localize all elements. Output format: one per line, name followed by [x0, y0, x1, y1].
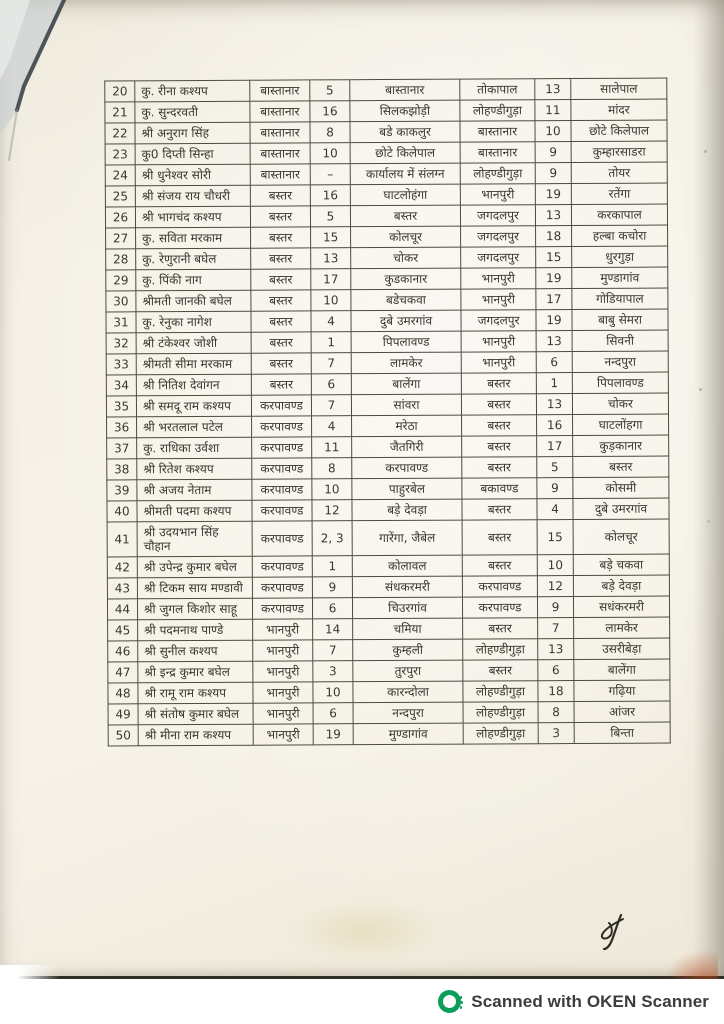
- table-cell: लामकेर: [574, 617, 670, 639]
- table-cell: करपावण्ड: [252, 521, 312, 556]
- table-cell: 19: [535, 184, 571, 205]
- table-cell: कु. राधिका उर्वशा: [137, 437, 252, 459]
- table-cell: 1: [311, 332, 351, 353]
- table-cell: जगदलपुर: [460, 205, 535, 226]
- attendance-table-wrap: [104, 78, 669, 747]
- table-row: [107, 477, 669, 501]
- table-cell: 20: [105, 81, 135, 102]
- table-row: [107, 414, 669, 438]
- table-cell: 6: [313, 703, 353, 724]
- table-cell: गढ़िया: [574, 680, 670, 702]
- table-cell: बास्तानार: [460, 121, 535, 142]
- table-cell: बड़े देवड़ा: [573, 575, 669, 597]
- table-cell: बस्तर: [251, 374, 311, 395]
- table-cell: भानपुरी: [253, 661, 313, 682]
- table-cell: बस्तर: [462, 436, 537, 457]
- table-row: [107, 554, 669, 578]
- table-cell: बस्तर: [463, 618, 538, 639]
- table-cell: 40: [107, 501, 137, 522]
- table-cell: पाहुरबेल: [352, 478, 462, 500]
- oken-scanner-logo-icon: [438, 990, 461, 1013]
- table-row: [107, 575, 669, 599]
- table-cell: कु. रेनुका नागेश: [136, 311, 251, 333]
- table-cell: बास्तानार: [350, 79, 460, 101]
- table-cell: –: [310, 164, 350, 185]
- table-cell: 29: [106, 270, 136, 291]
- table-cell: कोलचूर: [351, 226, 461, 248]
- table-cell: 32: [106, 333, 136, 354]
- scanner-footer: [0, 979, 724, 1024]
- table-cell: 7: [538, 618, 574, 639]
- right-edge-shade: [694, 0, 724, 976]
- scanner-footer-text: Scanned with OKEN Scanner: [471, 991, 709, 1011]
- table-cell: जगदलपुर: [461, 310, 536, 331]
- table-cell: 16: [310, 101, 350, 122]
- table-cell: बास्तानार: [460, 142, 535, 163]
- table-cell: 10: [537, 555, 573, 576]
- table-cell: कोलचूर: [573, 519, 669, 555]
- table-cell: भानपुरी: [460, 184, 535, 205]
- table-cell: घाटलोंहगा: [573, 414, 669, 436]
- table-cell: 15: [536, 247, 572, 268]
- table-cell: 47: [108, 662, 138, 683]
- table-cell: सिवनी: [572, 330, 668, 352]
- table-row: [105, 162, 667, 186]
- table-cell: 13: [311, 248, 351, 269]
- table-cell: बस्तर: [251, 248, 311, 269]
- table-cell: 26: [105, 207, 135, 228]
- table-cell: श्री टंकेश्वर जोशी: [136, 332, 251, 354]
- table-cell: 15: [311, 227, 351, 248]
- table-cell: सधंकरमरी: [573, 596, 669, 618]
- table-cell: 5: [310, 206, 350, 227]
- table-row: [105, 204, 667, 228]
- table-cell: मांदर: [571, 99, 667, 121]
- table-cell: 3: [313, 661, 353, 682]
- scan-speck: [704, 150, 707, 153]
- table-cell: 7: [311, 353, 351, 374]
- table-cell: करपावण्ड: [352, 457, 462, 479]
- bottom-left-fade: [0, 965, 60, 979]
- table-cell: 16: [537, 415, 573, 436]
- table-cell: करपावण्ड: [252, 458, 312, 479]
- table-cell: दुबे उमरगांव: [351, 310, 461, 332]
- table-cell: बास्तानार: [250, 101, 310, 122]
- table-cell: पिपलावण्ड: [351, 331, 461, 353]
- table-cell: श्री समदू राम कश्यप: [136, 395, 251, 417]
- table-cell: 33: [106, 354, 136, 375]
- table-cell: बस्तर: [573, 456, 669, 478]
- table-cell: 8: [310, 122, 350, 143]
- table-cell: 6: [536, 352, 572, 373]
- table-cell: कुम्हारसाडरा: [571, 141, 667, 163]
- table-cell: आंजर: [574, 701, 670, 723]
- table-cell: बालेंगा: [574, 659, 670, 681]
- table-cell: 25: [105, 186, 135, 207]
- table-cell: भानपुरी: [461, 352, 536, 373]
- table-cell: 13: [536, 331, 572, 352]
- scan-speck: [707, 520, 710, 523]
- table-cell: करपावण्ड: [252, 500, 312, 521]
- table-row: [108, 638, 670, 662]
- table-cell: करपावण्ड: [252, 437, 312, 458]
- table-cell: श्रीमती जानकी बघेल: [136, 290, 251, 312]
- table-row: [108, 701, 670, 725]
- table-row: [105, 141, 667, 165]
- table-cell: कुम्हली: [353, 639, 463, 661]
- table-cell: 17: [537, 436, 573, 457]
- table-cell: 10: [313, 682, 353, 703]
- table-cell: बस्तर: [251, 227, 311, 248]
- table-row: [106, 351, 668, 375]
- table-cell: बस्तर: [462, 520, 537, 555]
- table-cell: करकापाल: [571, 204, 667, 226]
- table-row: [106, 246, 668, 270]
- table-cell: 13: [535, 79, 571, 100]
- table-cell: कार्यालय में संलग्न: [350, 163, 460, 185]
- table-cell: नन्दपुरा: [353, 702, 463, 724]
- table-cell: बालेंगा: [351, 373, 461, 395]
- table-cell: बस्तर: [462, 499, 537, 520]
- table-cell: 28: [106, 249, 136, 270]
- table-row: [108, 617, 670, 641]
- table-cell: 15: [537, 520, 573, 555]
- table-cell: बस्तर: [462, 457, 537, 478]
- table-cell: कारन्दोला: [353, 681, 463, 703]
- table-cell: बाबु सेमरा: [572, 309, 668, 331]
- table-row: [105, 120, 667, 144]
- table-cell: बस्तर: [461, 373, 536, 394]
- table-cell: चोकर: [351, 247, 461, 269]
- table-cell: 13: [536, 394, 572, 415]
- table-cell: 9: [312, 577, 352, 598]
- table-cell: घाटलोहंगा: [350, 184, 460, 206]
- table-cell: करपावण्ड: [462, 576, 537, 597]
- table-cell: 18: [536, 226, 572, 247]
- table-cell: करपावण्ड: [252, 598, 312, 619]
- table-cell: 1: [312, 556, 352, 577]
- table-cell: जैतगिरी: [352, 436, 462, 458]
- table-cell: 5: [537, 457, 573, 478]
- table-cell: लोहण्डीगुड़ा: [463, 639, 538, 660]
- table-cell: 9: [537, 478, 573, 499]
- table-cell: कुड़कानार: [573, 435, 669, 457]
- scan-stain: [285, 898, 445, 964]
- table-cell: लामकेर: [351, 352, 461, 374]
- table-cell: 9: [535, 142, 571, 163]
- table-cell: 42: [107, 557, 137, 578]
- table-cell: संधकरमरी: [352, 576, 462, 598]
- scan-speck: [699, 388, 702, 391]
- table-cell: 4: [311, 311, 351, 332]
- table-cell: सांवरा: [351, 394, 461, 416]
- table-cell: दुबे उमरगांव: [573, 498, 669, 520]
- table-cell: रतेंगा: [571, 183, 667, 205]
- table-cell: 1: [536, 373, 572, 394]
- table-cell: श्री अनुराग सिंह: [135, 122, 250, 144]
- signature-mark: [594, 912, 634, 956]
- table-cell: श्री नितिश देवांगन: [136, 374, 251, 396]
- corner-blotch: [666, 950, 718, 980]
- table-cell: हल्बा कचोरा: [572, 225, 668, 247]
- table-cell: लोहण्डीगुड़ा: [460, 100, 535, 121]
- table-cell: करपावण्ड: [252, 479, 312, 500]
- table-cell: करपावण्ड: [252, 416, 312, 437]
- table-cell: 6: [538, 660, 574, 681]
- table-cell: 12: [537, 576, 573, 597]
- table-cell: गारेंगा, जैबेल: [352, 520, 462, 556]
- table-cell: 8: [312, 458, 352, 479]
- table-cell: बडेचकवा: [351, 289, 461, 311]
- table-row: [106, 288, 668, 312]
- table-cell: श्री संजय राय चौधरी: [135, 185, 250, 207]
- table-cell: नन्दपुरा: [572, 351, 668, 373]
- table-cell: बस्तर: [463, 660, 538, 681]
- table-cell: श्री इन्द्र कुमार बघेल: [138, 661, 253, 683]
- table-cell: कोलावल: [352, 555, 462, 577]
- table-cell: कु0 दिप्ती सिन्हा: [135, 143, 250, 165]
- table-cell: कोसमी: [573, 477, 669, 499]
- table-cell: श्री जुगल किशोर साहू: [137, 598, 252, 620]
- table-row: [106, 225, 668, 249]
- table-row: [105, 99, 667, 123]
- table-cell: बस्तर: [462, 415, 537, 436]
- table-cell: 16: [310, 185, 350, 206]
- table-body: [105, 78, 670, 746]
- table-cell: बस्तर: [251, 290, 311, 311]
- table-row: [107, 435, 669, 459]
- table-cell: श्री रितेश कश्यप: [137, 458, 252, 480]
- table-cell: करपावण्ड: [252, 577, 312, 598]
- table-cell: 18: [538, 681, 574, 702]
- table-cell: तोकापाल: [460, 79, 535, 100]
- table-cell: 11: [535, 100, 571, 121]
- table-cell: 6: [311, 374, 351, 395]
- table-cell: भानपुरी: [461, 268, 536, 289]
- table-cell: 10: [312, 479, 352, 500]
- table-cell: छोटे किलेपाल: [350, 142, 460, 164]
- table-cell: 49: [108, 704, 138, 725]
- table-row: [107, 519, 669, 557]
- table-cell: 45: [108, 620, 138, 641]
- table-cell: 5: [310, 80, 350, 101]
- table-row: [108, 722, 670, 746]
- table-cell: जगदलपुर: [461, 226, 536, 247]
- corner-fold: [0, 0, 110, 340]
- table-cell: बस्तर: [250, 206, 310, 227]
- table-cell: कु. रेणुरानी बघेल: [136, 248, 251, 270]
- table-cell: 10: [311, 290, 351, 311]
- data-table: [104, 78, 670, 747]
- table-cell: 4: [537, 499, 573, 520]
- table-cell: 10: [310, 143, 350, 164]
- table-cell: 14: [313, 619, 353, 640]
- table-cell: पिपलावण्ड: [572, 372, 668, 394]
- table-cell: 23: [105, 144, 135, 165]
- table-cell: जगदलपुर: [461, 247, 536, 268]
- table-cell: 30: [106, 291, 136, 312]
- table-cell: 7: [311, 395, 351, 416]
- table-cell: 2, 3: [312, 521, 352, 556]
- table-cell: 22: [105, 123, 135, 144]
- table-row: [108, 680, 670, 704]
- table-cell: 41: [107, 522, 137, 557]
- table-cell: श्री सुनील कश्यप: [138, 640, 253, 662]
- table-row: [107, 456, 669, 480]
- table-cell: कु. पिंकी नाग: [136, 269, 251, 291]
- table-cell: करपावण्ड: [251, 395, 311, 416]
- table-cell: भानपुरी: [253, 640, 313, 661]
- table-cell: बड़े देवड़ा: [352, 499, 462, 521]
- table-cell: बास्तानार: [250, 164, 310, 185]
- table-cell: 27: [106, 228, 136, 249]
- table-cell: करपावण्ड: [462, 597, 537, 618]
- table-cell: तोयर: [571, 162, 667, 184]
- table-cell: मुण्डागांव: [572, 267, 668, 289]
- table-cell: 7: [313, 640, 353, 661]
- table-cell: 4: [312, 416, 352, 437]
- table-cell: भानपुरी: [253, 724, 313, 745]
- table-cell: लोहण्डीगुड़ा: [460, 163, 535, 184]
- table-cell: बड़े चकवा: [573, 554, 669, 576]
- table-cell: श्री संतोष कुमार बघेल: [138, 703, 253, 725]
- table-cell: 43: [107, 578, 137, 599]
- table-cell: बस्तर: [251, 311, 311, 332]
- table-cell: 13: [538, 639, 574, 660]
- table-row: [107, 596, 669, 620]
- table-cell: लोहण्डीगुड़ा: [463, 681, 538, 702]
- table-cell: बास्तानार: [250, 143, 310, 164]
- table-cell: 46: [108, 641, 138, 662]
- table-row: [106, 393, 668, 417]
- table-cell: श्री धुनेश्वर सोरी: [135, 164, 250, 186]
- table-cell: 19: [536, 268, 572, 289]
- table-cell: 24: [105, 165, 135, 186]
- table-cell: बस्तर: [462, 555, 537, 576]
- table-cell: श्री उपेन्द्र कुमार बघेल: [137, 556, 252, 578]
- table-cell: श्रीमती सीमा मरकाम: [136, 353, 251, 375]
- table-cell: कु. रीना कश्यप: [135, 80, 250, 102]
- table-row: [106, 372, 668, 396]
- table-cell: भानपुरी: [461, 289, 536, 310]
- table-cell: बस्तर: [461, 394, 536, 415]
- table-row: [106, 267, 668, 291]
- table-cell: 8: [538, 702, 574, 723]
- table-cell: सिलकझोड़ी: [350, 100, 460, 122]
- table-cell: 19: [313, 724, 353, 745]
- table-cell: 48: [108, 683, 138, 704]
- table-cell: बास्तानार: [250, 80, 310, 101]
- table-cell: छोटे किलेपाल: [571, 120, 667, 142]
- table-cell: बकावण्ड: [462, 478, 537, 499]
- table-cell: कुडकानार: [351, 268, 461, 290]
- table-cell: 38: [107, 459, 137, 480]
- table-row: [106, 309, 668, 333]
- table-row: [105, 78, 667, 102]
- table-cell: श्री मीना राम कश्यप: [138, 724, 253, 746]
- table-cell: बिन्ता: [574, 722, 670, 744]
- table-cell: भानपुरी: [253, 619, 313, 640]
- table-cell: 39: [107, 480, 137, 501]
- table-cell: मरेठा: [352, 415, 462, 437]
- table-cell: भानपुरी: [253, 682, 313, 703]
- table-cell: 12: [312, 500, 352, 521]
- table-cell: श्री भरतलाल पटेल: [137, 416, 252, 438]
- table-cell: 17: [311, 269, 351, 290]
- table-cell: भानपुरी: [253, 703, 313, 724]
- table-cell: गोडियापाल: [572, 288, 668, 310]
- table-cell: उसरीबेड़ा: [574, 638, 670, 660]
- table-cell: 19: [536, 310, 572, 331]
- table-cell: बस्तर: [251, 353, 311, 374]
- table-cell: भानपुरी: [461, 331, 536, 352]
- table-cell: बस्तर: [251, 269, 311, 290]
- table-row: [107, 498, 669, 522]
- table-row: [106, 330, 668, 354]
- table-cell: चोकर: [572, 393, 668, 415]
- table-cell: 13: [535, 205, 571, 226]
- table-cell: श्री भागचंद कश्यप: [135, 206, 250, 228]
- table-cell: चमिया: [353, 618, 463, 640]
- table-row: [105, 183, 667, 207]
- table-cell: बास्तानार: [250, 122, 310, 143]
- table-cell: बस्तर: [350, 205, 460, 227]
- table-cell: 3: [538, 723, 574, 744]
- table-cell: 9: [535, 163, 571, 184]
- table-cell: 35: [106, 396, 136, 417]
- table-cell: श्री टिकम साय मण्डावी: [137, 577, 252, 599]
- table-cell: बस्तर: [251, 332, 311, 353]
- table-cell: तुरपुरा: [353, 660, 463, 682]
- table-cell: सालेपाल: [571, 78, 667, 100]
- table-cell: बडे काकलुर: [350, 121, 460, 143]
- table-cell: श्रीमती पदमा कश्यप: [137, 500, 252, 522]
- table-cell: कु. सविता मरकाम: [136, 227, 251, 249]
- table-cell: 21: [105, 102, 135, 123]
- table-cell: श्री अजय नेताम: [137, 479, 252, 501]
- table-cell: 6: [312, 598, 352, 619]
- table-cell: 37: [107, 438, 137, 459]
- table-cell: 31: [106, 312, 136, 333]
- table-cell: 10: [535, 121, 571, 142]
- table-cell: बस्तर: [250, 185, 310, 206]
- table-cell: श्री पदमनाथ पाण्डे: [138, 619, 253, 641]
- table-cell: 34: [106, 375, 136, 396]
- table-cell: 17: [536, 289, 572, 310]
- table-cell: 36: [107, 417, 137, 438]
- table-cell: 11: [312, 437, 352, 458]
- table-cell: धुरगुड़ा: [572, 246, 668, 268]
- table-cell: लोहण्डीगुड़ा: [463, 723, 538, 744]
- table-cell: करपावण्ड: [252, 556, 312, 577]
- table-cell: लोहण्डीगुड़ा: [463, 702, 538, 723]
- table-cell: श्री उदयभान सिंह चौहान: [137, 521, 252, 557]
- table-cell: 9: [537, 597, 573, 618]
- table-cell: 44: [107, 599, 137, 620]
- table-row: [108, 659, 670, 683]
- table-cell: 50: [108, 725, 138, 746]
- table-cell: कु. सुन्दरवती: [135, 101, 250, 123]
- table-cell: चिउरगांव: [352, 597, 462, 619]
- table-cell: मुण्डागांव: [353, 723, 463, 745]
- table-cell: श्री रामू राम कश्यप: [138, 682, 253, 704]
